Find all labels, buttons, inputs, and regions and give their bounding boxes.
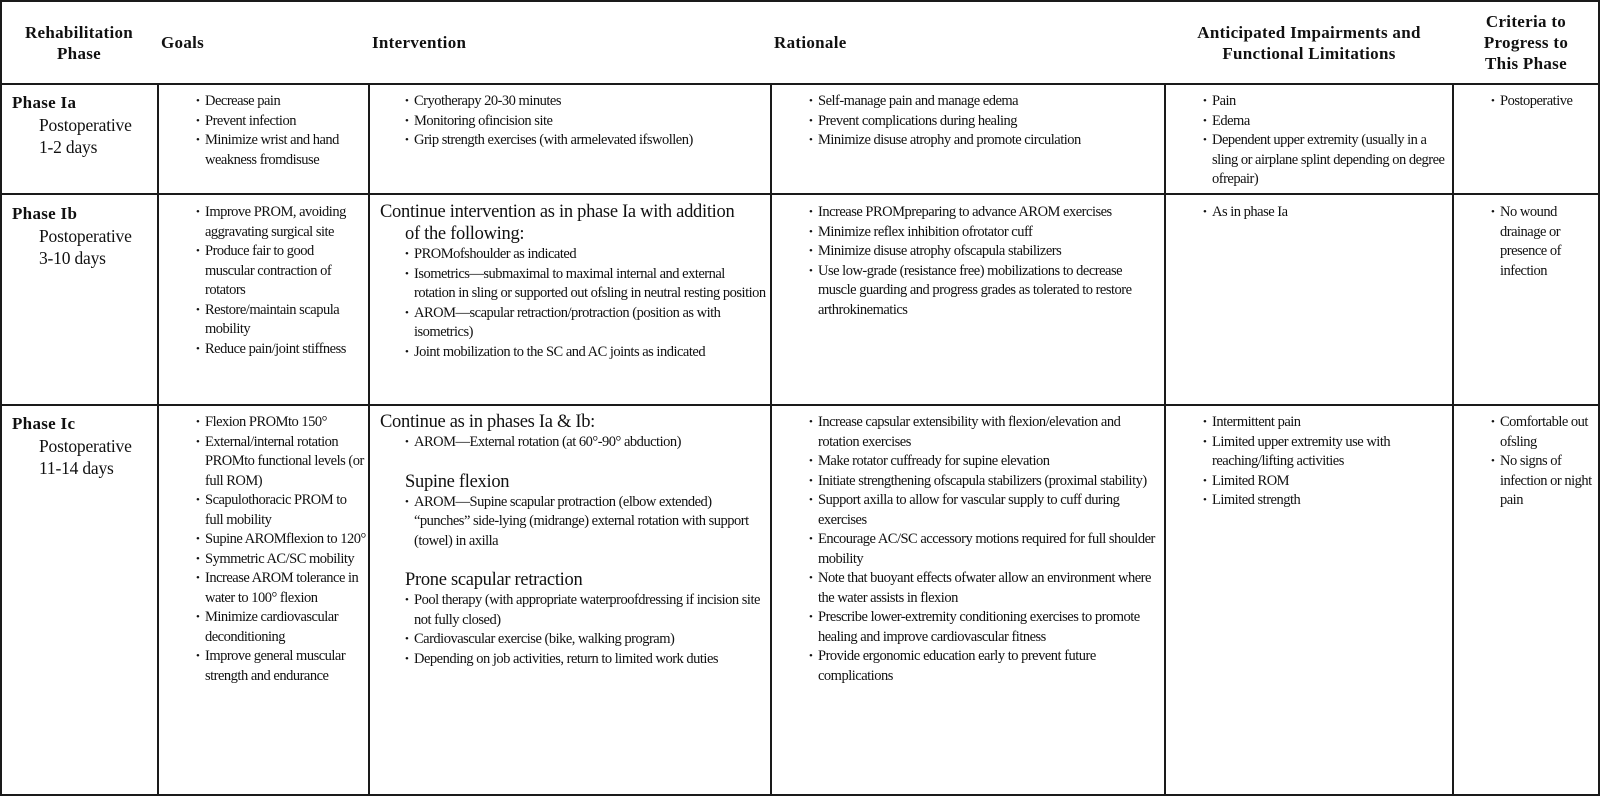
list-item: • Increase PROMpreparing to advance AROM exercises — [809, 203, 1161, 223]
header-rationale — [774, 2, 1154, 83]
list-item: • Prevent infection — [196, 112, 366, 132]
criteria-list — [1491, 203, 1595, 281]
phase-timeframe: Postoperative — [39, 226, 132, 246]
list-item: • Supine AROMflexion to 120° — [196, 530, 366, 550]
list-item: • Scapulothoracic PROM to full mobility — [196, 491, 366, 530]
goals-ib — [196, 203, 366, 359]
column-divider — [1452, 83, 1454, 796]
header-phase — [4, 2, 154, 83]
intervention-lead: Continue as in phases Ia & Ib: — [380, 412, 596, 432]
column-divider — [770, 83, 772, 796]
list-item: • Make rotator cuffready for supine elevation — [809, 452, 1161, 472]
intervention-list-prone — [380, 591, 768, 669]
column-divider — [157, 83, 159, 796]
phase-timeframe: Postoperative — [39, 115, 132, 135]
list-item: • Use low-grade (resistance free) mobilizations to decrease muscle guarding and progress grades as tolerated to restore arthrokinematics — [809, 262, 1161, 321]
list-item: • AROM—External rotation (at 60°-90° abduction) — [405, 433, 768, 453]
intervention-list-supine — [380, 493, 768, 552]
goals-ic — [196, 413, 366, 686]
list-item: • Self-manage pain and manage edema — [809, 92, 1161, 112]
header-intervention-label: Intervention — [372, 33, 467, 52]
header-rationale-label: Rationale — [774, 33, 847, 52]
header-goals — [161, 2, 361, 83]
list-item: • AROM—scapular retraction/protraction (position as with isometrics) — [405, 304, 768, 343]
header-phase-label: Rehabilitation Phase — [24, 22, 134, 63]
list-item: • Limited strength — [1203, 491, 1449, 511]
intervention-subheading-prone: Prone scapular retraction — [405, 570, 583, 590]
rationale-list — [809, 203, 1161, 320]
list-item: • Pain — [1203, 92, 1449, 112]
list-item: • Prevent complications during healing — [809, 112, 1161, 132]
rationale-list — [809, 413, 1161, 686]
list-item: • Minimize disuse atrophy ofscapula stabilizers — [809, 242, 1161, 262]
list-item: • Edema — [1203, 112, 1449, 132]
list-item: • Minimize cardiovascular deconditioning — [196, 608, 366, 647]
goals-list — [196, 92, 366, 170]
list-item: • Prescribe lower-extremity conditioning exercises to promote healing and improve cardiovascular fitness — [809, 608, 1161, 647]
list-item: • Improve PROM, avoiding aggravating surgical site — [196, 203, 366, 242]
header-divider — [0, 83, 1600, 85]
phase-days: 11-14 days — [39, 458, 114, 478]
list-item: • Increase capsular extensibility with flexion/elevation and rotation exercises — [809, 413, 1161, 452]
rationale-ib — [809, 203, 1161, 320]
list-item: • AROM—Supine scapular protraction (elbow extended) “punches” side-lying (midrange) external rotation with support (towel) in axilla — [405, 493, 768, 552]
list-item: • Pool therapy (with appropriate waterproofdressing if incision site not fully closed) — [405, 591, 768, 630]
rationale-ic — [809, 413, 1161, 686]
list-item: • Support axilla to allow for vascular supply to cuff during exercises — [809, 491, 1161, 530]
criteria-ib — [1491, 203, 1595, 281]
list-item: • Restore/maintain scapula mobility — [196, 301, 366, 340]
rationale-list — [809, 92, 1161, 151]
list-item: • Encourage AC/SC accessory motions required for full shoulder mobility — [809, 530, 1161, 569]
list-item: • Postoperative — [1491, 92, 1597, 112]
list-item: • Monitoring ofincision site — [405, 112, 767, 132]
criteria-ic — [1491, 413, 1595, 511]
column-divider — [368, 83, 370, 796]
list-item: • Depending on job activities, return to limited work duties — [405, 650, 768, 670]
impairments-list — [1203, 413, 1449, 511]
intervention-ic — [380, 411, 768, 669]
header-criteria-label: Criteria to Progress to This Phase — [1483, 12, 1569, 73]
column-divider — [1164, 83, 1166, 796]
goals-list — [196, 203, 366, 359]
table-border-left — [0, 0, 2, 796]
criteria-list — [1491, 92, 1597, 112]
intervention-ib — [380, 201, 768, 362]
list-item: • Increase AROM tolerance in water to 100° flexion — [196, 569, 366, 608]
criteria-ia — [1491, 92, 1597, 112]
intervention-lead-cont: of the following: — [405, 224, 525, 244]
phase-days: 1-2 days — [39, 137, 98, 157]
intervention-list — [380, 245, 768, 362]
intervention-list — [380, 433, 768, 453]
list-item: • Symmetric AC/SC mobility — [196, 550, 366, 570]
impairments-list — [1203, 203, 1449, 223]
impairments-ib — [1203, 203, 1449, 223]
rationale-ia — [809, 92, 1161, 151]
row-phase-ic — [12, 413, 152, 479]
phase-title: Phase Ic — [12, 414, 76, 433]
list-item: • Cryotherapy 20-30 minutes — [405, 92, 767, 112]
header-impairments-label: Anticipated Impairments and Functional Limitations — [1197, 22, 1421, 63]
phase-title: Phase Ib — [12, 204, 78, 223]
list-item: • No signs of infection or night pain — [1491, 452, 1595, 511]
header-impairments — [1166, 2, 1452, 83]
header-criteria — [1454, 2, 1598, 83]
list-item: • Reduce pain/joint stiffness — [196, 340, 366, 360]
list-item: • Decrease pain — [196, 92, 366, 112]
list-item: • Comfortable out ofsling — [1491, 413, 1595, 452]
list-item: • Initiate strengthening ofscapula stabilizers (proximal stability) — [809, 472, 1161, 492]
list-item: • Flexion PROMto 150° — [196, 413, 366, 433]
list-item: • External/internal rotation PROMto functional levels (or full ROM) — [196, 433, 366, 492]
list-item: • Minimize reflex inhibition ofrotator cuff — [809, 223, 1161, 243]
list-item: • Isometrics—submaximal to maximal internal and external rotation in sling or supported out ofsling in neutral resting position — [405, 265, 768, 304]
list-item: • As in phase Ia — [1203, 203, 1449, 223]
list-item: • Dependent upper extremity (usually in a sling or airplane splint depending on degree ofrepair) — [1203, 131, 1449, 190]
intervention-ia — [405, 92, 767, 151]
list-item: • Cardiovascular exercise (bike, walking program) — [405, 630, 768, 650]
header-goals-label: Goals — [161, 33, 205, 52]
header-intervention — [372, 2, 762, 83]
list-item: • Minimize disuse atrophy and promote circulation — [809, 131, 1161, 151]
list-item: • Intermittent pain — [1203, 413, 1449, 433]
list-item: • Minimize wrist and hand weakness fromdisuse — [196, 131, 366, 170]
phase-days: 3-10 days — [39, 248, 106, 268]
list-item: • No wound drainage or presence of infection — [1491, 203, 1595, 281]
intervention-lead: Continue intervention as in phase Ia with addition — [380, 202, 735, 222]
list-item: • Limited upper extremity use with reaching/lifting activities — [1203, 433, 1449, 472]
row-divider — [0, 404, 1600, 406]
impairments-list — [1203, 92, 1449, 190]
row-phase-ia — [12, 92, 152, 158]
row-phase-ib — [12, 203, 152, 269]
impairments-ia — [1203, 92, 1449, 190]
list-item: • Joint mobilization to the SC and AC joints as indicated — [405, 343, 768, 363]
list-item: • Provide ergonomic education early to prevent future complications — [809, 647, 1161, 686]
goals-list — [196, 413, 366, 686]
impairments-ic — [1203, 413, 1449, 511]
list-item: • Produce fair to good muscular contraction of rotators — [196, 242, 366, 301]
list-item: • PROMofshoulder as indicated — [405, 245, 768, 265]
list-item: • Grip strength exercises (with armelevated ifswollen) — [405, 131, 767, 151]
phase-title: Phase Ia — [12, 93, 77, 112]
list-item: • Limited ROM — [1203, 472, 1449, 492]
intervention-list — [405, 92, 767, 151]
intervention-subheading-supine: Supine flexion — [405, 471, 510, 492]
row-divider — [0, 193, 1600, 195]
list-item: • Note that buoyant effects ofwater allow an environment where the water assists in flexion — [809, 569, 1161, 608]
phase-timeframe: Postoperative — [39, 436, 132, 456]
goals-ia — [196, 92, 366, 170]
list-item: • Improve general muscular strength and endurance — [196, 647, 366, 686]
criteria-list — [1491, 413, 1595, 511]
